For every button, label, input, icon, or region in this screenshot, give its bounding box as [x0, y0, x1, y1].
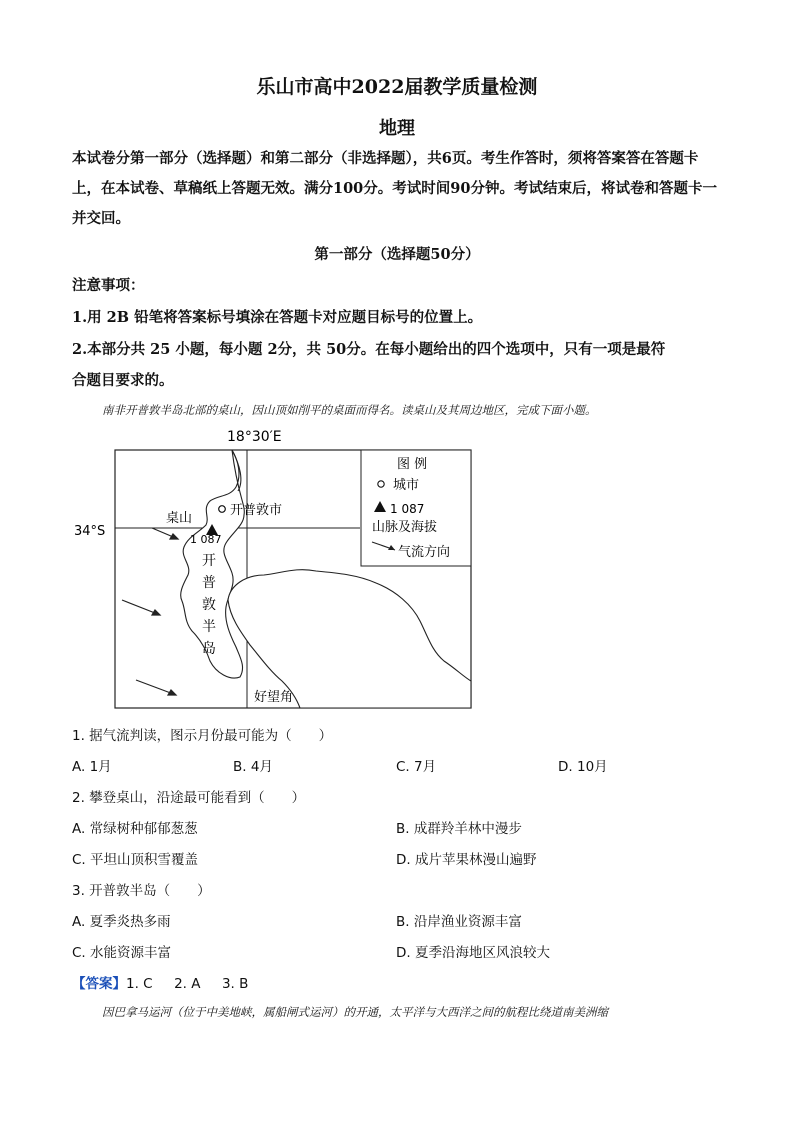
passage-text: 南非开普敦半岛北部的桌山，因山顶如削平的桌面而得名。读桌山及其周边地区，完成下面小题。 [102, 403, 597, 417]
notice-title: 注意事项： [72, 277, 145, 294]
answer-2: 2. A [174, 976, 201, 992]
longitude-label: 18°30′E [227, 429, 282, 445]
cape-name: 好望角 [254, 690, 294, 705]
next-passage-text: 因巴拿马运河（位于中美地峡，属船闸式运河）的开通，太平洋与大西洋之间的航程比绕道南美洲缩 [102, 1005, 608, 1019]
legend-title: 图 例 [397, 457, 428, 472]
q3-option-b: B. 沿岸渔业资源丰富 [396, 914, 522, 930]
q3-option-d: D. 夏季沿海地区风浪较大 [396, 945, 550, 961]
q1-option-d: D. 10月 [558, 759, 608, 775]
q2-option-b: B. 成群羚羊林中漫步 [396, 821, 522, 837]
legend-mountain-desc: 山脉及海拔 [372, 520, 438, 535]
table-mountain-map [60, 425, 490, 715]
q1-option-a: A. 1月 [72, 759, 112, 775]
q2-option-d: D. 成片苹果林漫山遍野 [396, 852, 537, 868]
question-2-stem: 2. 攀登桌山，沿途最可能看到（ ） [72, 790, 306, 806]
legend-mountain-value: 1 087 [390, 502, 425, 516]
q2-option-a: A. 常绿树种郁郁葱葱 [72, 821, 198, 837]
legend-city: 城市 [393, 478, 420, 493]
mountain-height: 1 087 [190, 533, 222, 546]
notice-2-line2: 合题目要求的。 [72, 372, 174, 389]
peninsula-char-1: 开 [202, 553, 216, 569]
q1-option-c: C. 7月 [396, 759, 437, 775]
intro-paragraph: 本试卷分第一部分（选择题）和第二部分（非选择题），共6页。考生作答时，须将答案答在答题卡上，在本试卷、草稿纸上答题无效。满分100分。考试时间90分钟。考试结束后，将试卷和答题卡一并交回。 [72, 150, 717, 227]
q2-option-c: C. 平坦山顶积雪覆盖 [72, 852, 199, 868]
notice-1: 1.用 2B 铅笔将答案标号填涂在答题卡对应题目标号的位置上。 [72, 309, 483, 326]
answer-3: 3. B [221, 976, 249, 992]
peninsula-char-3: 敦 [202, 597, 216, 613]
peninsula-char-5: 岛 [202, 641, 216, 657]
subject-title: 地理 [379, 118, 415, 139]
exam-title: 乐山市高中2022届教学质量检测 [256, 76, 538, 98]
q1-option-b: B. 4月 [233, 759, 273, 775]
question-1-stem: 1. 据气流判读，图示月份最可能为（ ） [72, 728, 333, 744]
legend-city-icon [378, 481, 384, 487]
answer-line [72, 972, 248, 992]
answer-label: 【答案】 [72, 976, 126, 992]
mountain-name: 桌山 [166, 511, 193, 526]
city-name: 开普敦市 [230, 503, 283, 518]
peninsula-char-2: 普 [202, 575, 216, 591]
answer-1: 1. C [126, 976, 153, 992]
q3-option-c: C. 水能资源丰富 [72, 945, 172, 961]
city-dot [219, 506, 226, 513]
question-3-stem: 3. 开普敦半岛（ ） [72, 883, 211, 899]
part1-heading: 第一部分（选择题50分） [314, 246, 480, 263]
peninsula-char-4: 半 [202, 619, 216, 635]
map-legend [361, 450, 471, 566]
q3-option-a: A. 夏季炎热多雨 [72, 914, 171, 930]
legend-wind: 气流方向 [398, 545, 451, 560]
latitude-label: 34°S [74, 524, 106, 539]
notice-2-line1: 2.本部分共 25 小题，每小题 2分，共 50分。在每小题给出的四个选项中，只有一项是最符 [72, 341, 666, 358]
